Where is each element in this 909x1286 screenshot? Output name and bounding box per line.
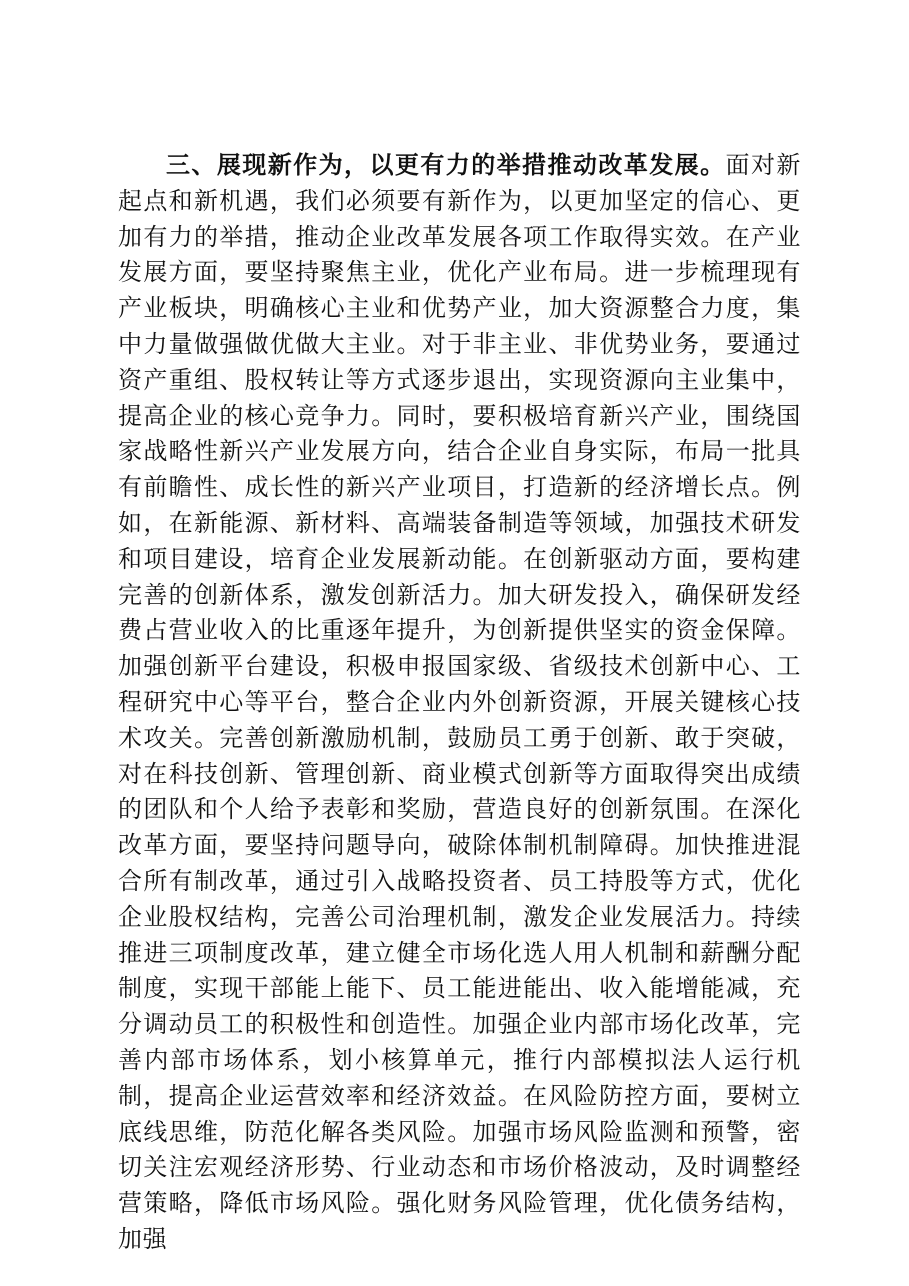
document-body [118,148,801,1258]
paragraph-text: 面对新起点和新机遇，我们必须要有新作为，以更加坚定的信心、更加有力的举措，推动企业改革发展各项工作取得实效。在产业发展方面，要坚持聚焦主业，优化产业布局。进一步梳理现有产业板块，明确核心主业和优势产业，加大资源整合力度，集中力量做强做优做大主业。对于非主业、非优势业务，要通过资产重组、股权转让等方式逐步退出，实现资源向主业集中，提高企业的核心竞争力。同时，要积极培育新兴产业，围绕国家战略性新兴产业发展方向，结合企业自身实际，布局一批具有前瞻性、成长性的新兴产业项目，打造新的经济增长点。例如，在新能源、新材料、高端装备制造等领域，加强技术研发和项目建设，培育企业发展新动能。在创新驱动方面，要构建完善的创新体系，激发创新活力。加大研发投入，确保研发经费占营业收入的比重逐年提升，为创新提供坚实的资金保障。加强创新平台建设，积极申报国家级、省级技术创新中心、工程研究中心等平台，整合企业内外创新资源，开展关键核心技术攻关。完善创新激励机制，鼓励员工勇于创新、敢于突破，对在科技创新、管理创新、商业模式创新等方面取得突出成绩的团队和个人给予表彰和奖励，营造良好的创新氛围。在深化改革方面，要坚持问题导向，破除体制机制障碍。加快推进混合所有制改革，通过引入战略投资者、员工持股等方式，优化企业股权结构，完善公司治理机制，激发企业发展活力。持续推进三项制度改革，建立健全市场化选人用人机制和薪酬分配制度，实现干部能上能下、员工能进能出、收入能增能减，充分调动员工的积极性和创造性。加强企业内部市场化改革，完善内部市场体系，划小核算单元，推行内部模拟法人运行机制，提高企业运营效率和经济效益。在风险防控方面，要树立底线思维，防范化解各类风险。加强市场风险监测和预警，密切关注宏观经济形势、行业动态和市场价格波动，及时调整经营策略，降低市场风险。强化财务风险管理，优化债务结构，加强 [118,151,801,1253]
section-paragraph [118,148,801,1258]
section-heading: 三、展现新作为，以更有力的举措推动改革发展。 [166,151,726,179]
